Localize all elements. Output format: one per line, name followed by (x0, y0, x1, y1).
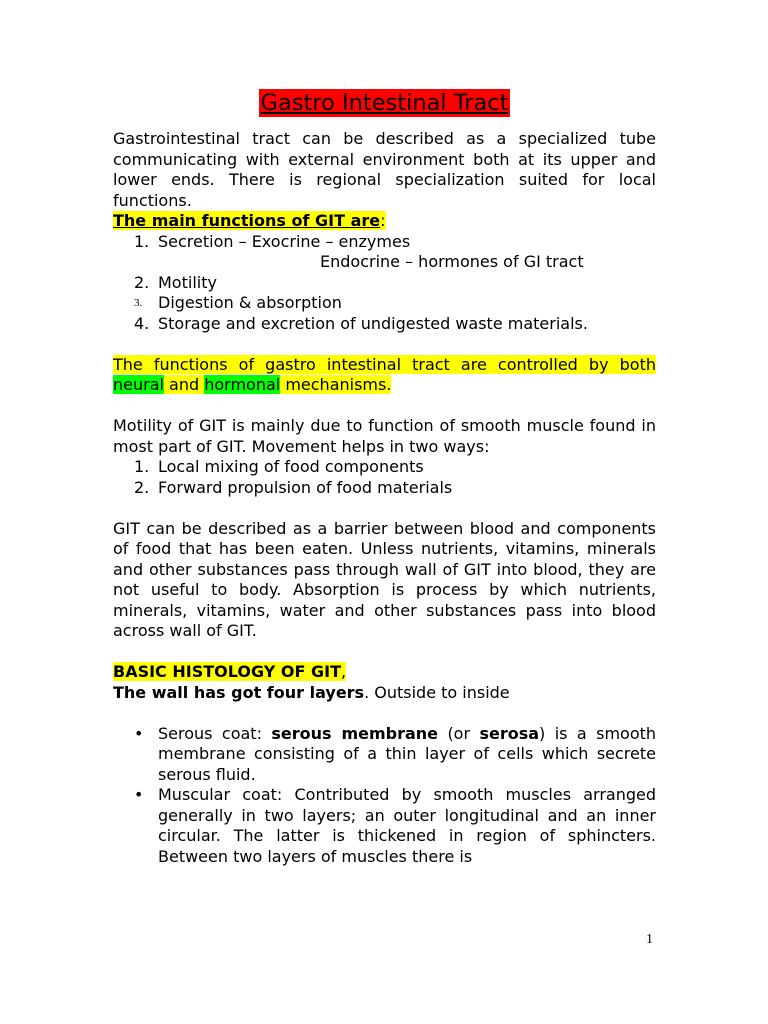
list-item (158, 252, 656, 273)
list-number: 3. (134, 297, 143, 309)
control-and: and (163, 375, 205, 394)
layers-list (113, 724, 656, 868)
list-number: 4. (134, 313, 150, 333)
control-end: mechanisms. (280, 375, 392, 394)
list-text: Local mixing of food components (158, 457, 424, 476)
list-number: 1. (134, 231, 150, 251)
page-body (113, 89, 656, 867)
intro-paragraph: Gastrointestinal tract can be described as a specialized tube communicating with external environment both at its upper and lower ends. There is regional specialization suited for local functions. (113, 129, 656, 210)
wall-layers-rest: . Outside to inside (364, 682, 510, 702)
page-number: 1 (646, 932, 653, 947)
functions-list (113, 232, 656, 335)
serosa-bold: serosa (479, 723, 540, 743)
serous-mid: (or (438, 723, 480, 743)
bullet-icon: • (134, 723, 144, 743)
control-text: The functions of gastro intestinal tract are controlled by both (113, 354, 656, 374)
serous-post: ) is a smooth membrane consisting of a thin layer of cells which secrete serous fluid. (158, 723, 657, 784)
list-text: Digestion & absorption (158, 293, 342, 312)
list-number: 2. (134, 477, 150, 497)
wall-layers-bold: The wall has got four layers (113, 682, 365, 702)
list-text: Forward propulsion of food materials (158, 477, 453, 497)
motility-paragraph: Motility of GIT is mainly due to function of smooth muscle found in most part of GIT. Movement helps in two ways: (113, 416, 656, 456)
list-number: 2. (134, 272, 150, 292)
spacer (113, 642, 656, 663)
functions-heading-line (113, 211, 656, 232)
list-item (134, 313, 656, 335)
list-text: Endocrine – hormones of GI tract (320, 252, 584, 271)
motility-list (113, 457, 656, 498)
list-text: Secretion – Exocrine – enzymes (158, 231, 411, 251)
document-title: Gastro Intestinal Tract (260, 90, 509, 116)
hormonal-highlight: hormonal (204, 375, 281, 394)
list-item (134, 231, 656, 253)
histology-heading-line (113, 662, 656, 683)
list-item (134, 457, 656, 478)
list-item (134, 785, 656, 867)
spacer (113, 396, 656, 417)
functions-heading: The main functions of GIT are (113, 211, 381, 230)
wall-layers-line (113, 683, 656, 704)
control-paragraph (113, 355, 656, 396)
histology-heading-comma: , (341, 662, 347, 681)
list-item (134, 477, 656, 499)
muscular-text: Muscular coat: Contributed by smooth muscles arranged generally in two layers; an outer longitudinal and an inner circular. The latter is thickened in region of sphincters. Between two layers of muscles there is (158, 785, 656, 866)
barrier-paragraph: GIT can be described as a barrier between blood and components of food that has been eaten. Unless nutrients, vitamins, minerals and other substances pass through wall of GIT into blood, they are not useful to body. Absorption is process by which nutrients, minerals, vitamins, water and other substances pass into blood across wall of GIT. (113, 518, 656, 640)
list-item (134, 723, 657, 786)
spacer (113, 334, 656, 355)
spacer (113, 498, 656, 519)
spacer (113, 703, 656, 724)
serous-pre: Serous coat: (158, 723, 272, 743)
neural-highlight: neural (113, 375, 164, 394)
histology-heading: BASIC HISTOLOGY OF GIT (113, 662, 342, 681)
list-item (134, 293, 656, 314)
list-text: Motility (158, 272, 217, 292)
list-item (134, 272, 656, 294)
list-number: 1. (134, 457, 150, 476)
functions-heading-colon: : (380, 211, 386, 230)
list-text: Storage and excretion of undigested waste materials. (158, 313, 588, 333)
bullet-icon: • (134, 785, 144, 804)
title-container (113, 89, 656, 117)
serous-membrane-bold: serous membrane (271, 723, 439, 743)
